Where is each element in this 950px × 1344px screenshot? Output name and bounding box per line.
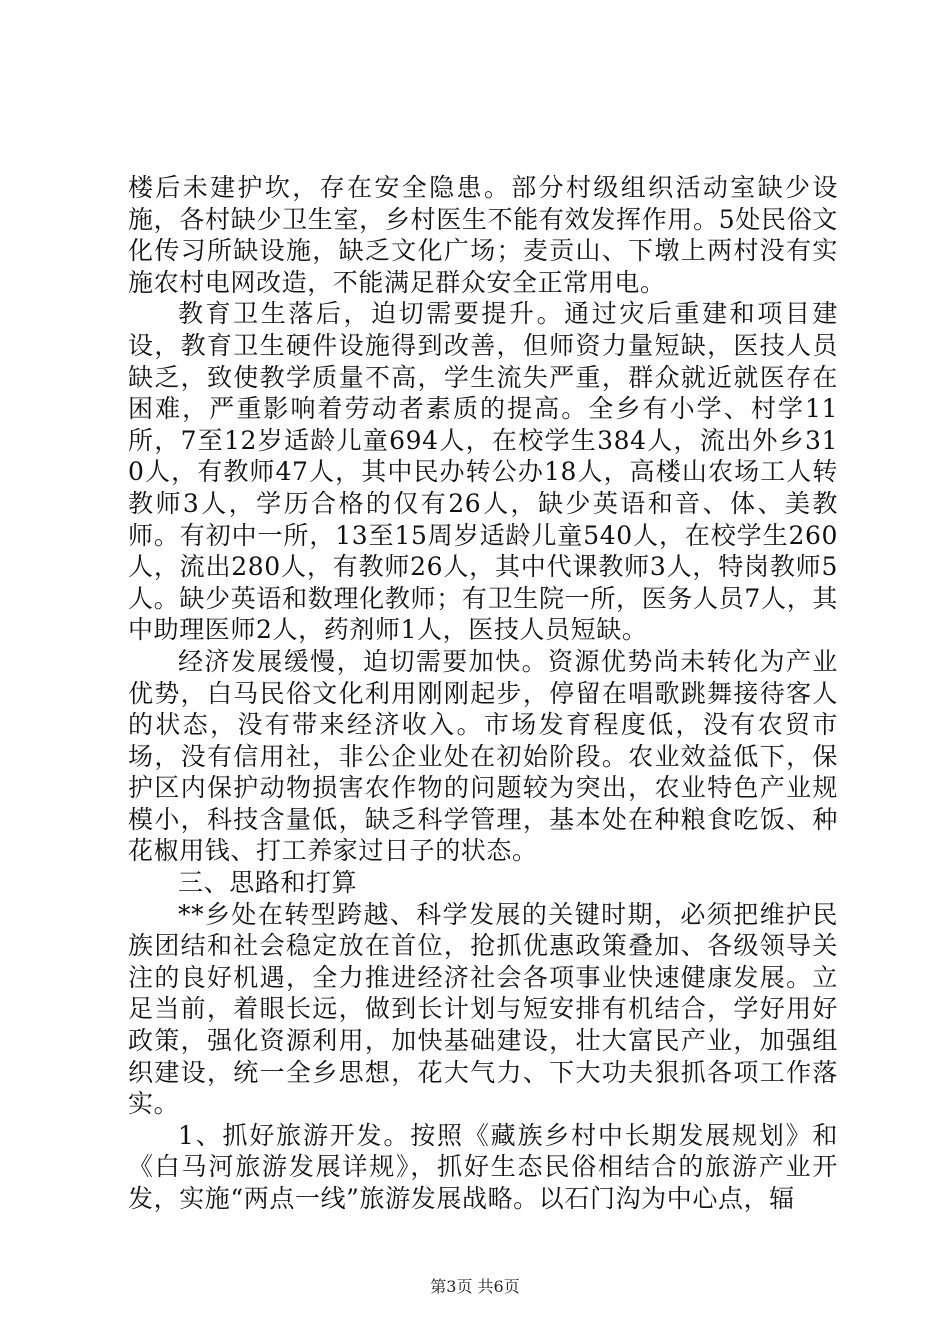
paragraph-education-health: 教育卫生落后，迫切需要提升。通过灾后重建和项目建设，教育卫生硬件设施得到改善，但师资力量短缺，医技人员缺乏，致使教学质量不高，学生流失严重，群众就近就医存在困难，严重影响着劳动者素质的提高。全乡有小学、村学11所，7至12岁适龄儿童694人，在校学生384人，流出外乡310人，有教师47人，其中民办转公办18人，高楼山农场工人转教师3人，学历合格的仅有26人，缺少英语和音、体、美教师。有初中一所，13至15周岁适龄儿童540人，在校学生260人，流出280人，有教师26人，其中代课教师3人，特岗教师5人。缺少英语和数理化教师；有卫生院一所，医务人员7人，其中助理医师2人，药剂师1人，医技人员短缺。 [128, 299, 838, 645]
paragraph-tourism: 1、抓好旅游开发。按照《藏族乡村中长期发展规划》和《白马河旅游发展详规》，抓好生态民俗相结合的旅游产业开发，实施“两点一线”旅游发展战略。以石门沟为中心点，辐 [128, 1120, 838, 1213]
section-heading: 三、思路和打算 [178, 868, 358, 898]
paragraph-economy: 经济发展缓慢，迫切需要加快。资源优势尚未转化为产业优势，白马民俗文化利用刚刚起步，停留在唱歌跳舞接待客人的状态，没有带来经济收入。市场发育程度低，没有农贸市场，没有信用社，非公企业处在初始阶段。农业效益低下，保护区内保护动物损害农作物的问题较为突出，农业特色产业规模小，科技含量低，缺乏科学管理，基本处在种粮食吃饭、种花椒用钱、打工养家过日子的状态。 [128, 646, 838, 866]
page-footer: 第3页 共6页 [430, 1277, 520, 1296]
paragraph-strategy: **乡处在转型跨越、科学发展的关键时期，必须把维护民族团结和社会稳定放在首位，抢抓优惠政策叠加、各级领导关注的良好机遇，全力推进经济社会各项事业快速健康发展。立足当前，着眼长远，做到长计划与短安排有机结合，学好用好政策，强化资源利用，加快基础建设，壮大富民产业，加强组织建设，统一全乡思想，花大气力、下大功夫狠抓各项工作落实。 [128, 899, 838, 1119]
document-body [128, 172, 838, 1215]
paragraph-continuation: 楼后未建护坎，存在安全隐患。部分村级组织活动室缺少设施，各村缺少卫生室，乡村医生不能有效发挥作用。5处民俗文化传习所缺设施，缺乏文化广场；麦贡山、下墩上两村没有实施农村电网改造，不能满足群众安全正常用电。 [128, 173, 838, 297]
